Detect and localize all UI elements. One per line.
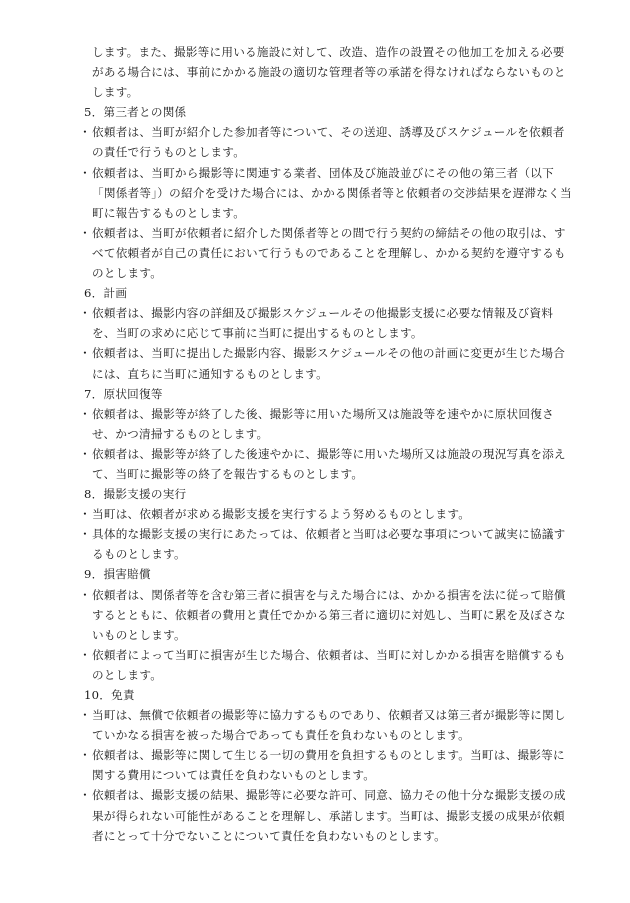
section-heading: 9．損害賠償: [84, 567, 151, 582]
list-item: [78, 785, 574, 845]
list-item-text: 依頼者は、撮影等が終了した後、撮影等に用いた場所又は施設等を速やかに原状回復させ、かつ清掃するものとします。: [92, 406, 554, 441]
bullet-marker: ・: [79, 165, 91, 180]
section: [78, 564, 574, 685]
bullet-marker: ・: [79, 346, 91, 361]
list-item: [78, 343, 574, 383]
list-item-text: 依頼者は、関係者等を含む第三者に損害を与えた場合には、かかる損害を法に従って賠償するとともに、依頼者の費用と責任でかかる第三者に適切に対処し、当町に累を及ぼさないものとします。: [92, 587, 566, 642]
list-item: [78, 745, 574, 785]
bullet-marker: ・: [79, 587, 91, 602]
list-item: [78, 524, 574, 564]
list-item-text: 当町は、依頼者が求める撮影支援を実行するよう努めるものとします。: [92, 507, 471, 522]
list-item-text: 依頼者は、当町が紹介した参加者等について、その送迎、誘導及びスケジュールを依頼者の責任で行うものとします。: [92, 125, 565, 160]
bullet-marker: ・: [79, 406, 91, 421]
section-heading: 7．原状回復等: [84, 386, 163, 401]
list-item-text: 具体的な撮影支援の実行にあたっては、依頼者と当町は必要な事項について誠実に協議するものとします。: [92, 527, 566, 562]
list-item-text: 依頼者は、当町から撮影等に関連する業者、団体及び施設並びにその他の第三者（以下「関係者等」）の紹介を受けた場合には、かかる関係者等と依頼者の交渉結果を遅滞なく当町に報告するものとします。: [92, 165, 572, 220]
list-item: [78, 404, 574, 444]
bullet-marker: ・: [79, 748, 91, 763]
list-item-text: 依頼者は、撮影内容の詳細及び撮影スケジュールその他撮影支援に必要な情報及び資料を、当町の求めに応じて事前に当町に提出するものとします。: [92, 306, 554, 341]
section-heading: 6．計画: [84, 286, 128, 301]
bullet-marker: ・: [79, 507, 91, 522]
list-item: [78, 223, 574, 283]
list-item: [78, 645, 574, 685]
list-item: [78, 585, 574, 645]
section-heading: 5．第三者との関係: [84, 105, 187, 120]
section-heading: 10．免責: [84, 688, 135, 702]
list-item-text: 依頼者は、当町に提出した撮影内容、撮影スケジュールその他の計画に変更が生じた場合には、直ちに当町に通知するものとします。: [92, 346, 566, 381]
list-item: [78, 163, 574, 223]
bullet-marker: ・: [79, 125, 91, 140]
list-item-text: 依頼者によって当町に損害が生じた場合、依頼者は、当町に対しかかる損害を賠償するものとします。: [92, 647, 566, 682]
section: [78, 102, 574, 283]
section: [78, 384, 574, 484]
sections-container: [78, 102, 574, 845]
list-item-text: 当町は、無償で依頼者の撮影等に協力するものであり、依頼者又は第三者が撮影等に関していかなる損害を被った場合であっても責任を負わないものとします。: [92, 708, 566, 743]
list-item: [78, 303, 574, 343]
section-heading: 8．撮影支援の実行: [84, 487, 187, 502]
list-item-text: 依頼者は、撮影等に関して生じる一切の費用を負担するものとします。当町は、撮影等に関する費用については責任を負わないものとします。: [92, 748, 565, 783]
bullet-marker: ・: [79, 446, 91, 461]
section: [78, 283, 574, 383]
bullet-marker: ・: [79, 788, 91, 803]
list-item: [78, 122, 574, 162]
bullet-marker: ・: [79, 306, 91, 321]
section: [78, 685, 574, 846]
section: [78, 484, 574, 564]
list-item: [78, 705, 574, 745]
list-item-text: 依頼者は、撮影等が終了した後速やかに、撮影等に用いた場所又は施設の現況写真を添えて、当町に撮影等の終了を報告するものとします。: [92, 446, 566, 481]
list-item-text: 依頼者は、当町が依頼者に紹介した関係者等との間で行う契約の締結その他の取引は、すべて依頼者が自己の責任において行うものであることを理解し、かかる契約を遵守するものとします。: [92, 225, 566, 281]
list-item: [78, 504, 574, 524]
list-item-text: 依頼者は、撮影支援の結果、撮影等に必要な許可、同意、協力その他十分な撮影支援の成果が得られない可能性があることを理解し、承諾します。当町は、撮影支援の成果が依頼者にとって十分でないことについて責任を負わないものとします。: [92, 788, 566, 843]
bullet-marker: ・: [79, 647, 91, 662]
bullet-marker: ・: [79, 708, 91, 723]
intro-paragraph: します。また、撮影等に用いる施設に対して、改造、造作の設置その他加工を加える必要がある場合には、事前にかかる施設の適切な管理者等の承諾を得なければならないものとします。: [92, 45, 566, 100]
bullet-marker: ・: [79, 527, 91, 542]
bullet-marker: ・: [79, 225, 91, 240]
list-item: [78, 444, 574, 484]
